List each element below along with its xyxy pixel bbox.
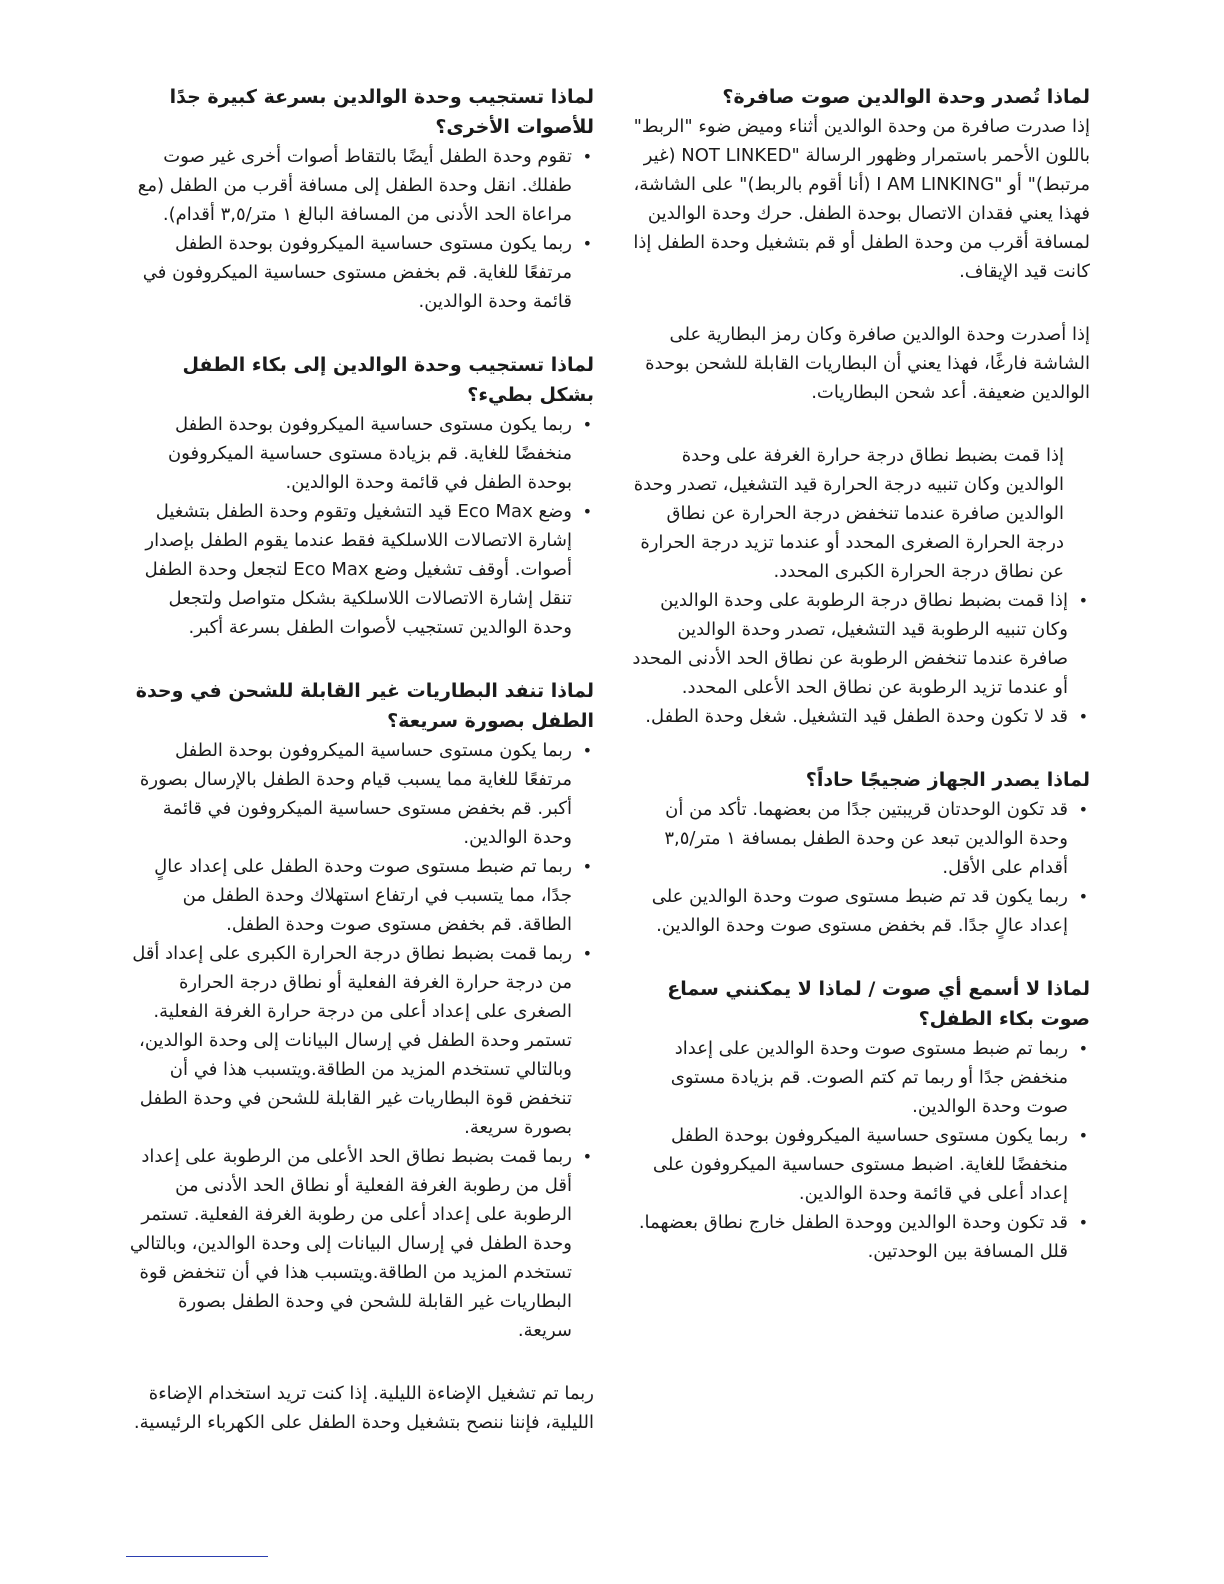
bullet-list-batteries	[126, 736, 594, 1345]
list-item: • ربما يكون مستوى حساسية الميكروفون بوحدة الطفل مرتفعًا للغاية. قم بخفض مستوى حساسية الميكروفون في قائمة وحدة الوالدين.	[126, 229, 594, 316]
bullet-list-noise	[628, 795, 1090, 940]
list-item: • قد تكون الوحدتان قريبتين جدًا من بعضهما. تأكد من أن وحدة الوالدين تبعد عن وحدة الطفل بمسافة ١ متر/٣,٥ أقدام على الأقل.	[628, 795, 1090, 882]
list-item: • قد تكون وحدة الوالدين ووحدة الطفل خارج نطاق بعضهما. قلل المسافة بين الوحدتين.	[628, 1208, 1090, 1266]
list-item: • ربما يكون مستوى حساسية الميكروفون بوحدة الطفل مرتفعًا للغاية مما يسبب قيام وحدة الطفل بالإرسال بصورة أكبر. قم بخفض مستوى حساسية الميكروفون في قائمة وحدة الوالدين.	[126, 736, 594, 852]
paragraph-night-light: ربما تم تشغيل الإضاءة الليلية. إذا كنت تريد استخدام الإضاءة الليلية، فإننا ننصح بتشغيل وحدة الطفل على الكهرباء الرئيسية.	[133, 1383, 594, 1433]
bullet-list-slow	[126, 410, 594, 642]
list-item: • ربما تم ضبط مستوى صوت وحدة الوالدين على إعداد منخفض جدًا أو ربما تم كتم الصوت. قم بزيادة مستوى صوت وحدة الوالدين.	[628, 1034, 1090, 1121]
paragraph-link-lost: إذا صدرت صافرة من وحدة الوالدين أثناء وميض ضوء "الربط" باللون الأحمر باستمرار وظهور الرسالة "NOT LINKED (غير مرتبط)" أو "I AM LINKING (أنا أقوم بالربط)" على الشاشة، فهذا يعني فقدان الاتصال بوحدة الطفل. حرك وحدة الوالدين لمسافة أقرب من وحدة الطفل أو قم بتشغيل وحدة الطفل إذا كانت قيد الإيقاف.	[633, 116, 1090, 282]
heading-parent-beeps: لماذا تُصدر وحدة الوالدين صوت صافرة؟	[722, 86, 1090, 108]
list-item: • إذا قمت بضبط نطاق درجة الرطوبة على وحدة الوالدين وكان تنبيه الرطوبة قيد التشغيل، تصدر وحدة الوالدين صافرة عندما تنخفض الرطوبة عن نطاق الحد الأدنى المحدد أو عندما تزيد الرطوبة عن نطاق الحد الأعلى المحدد.	[628, 586, 1090, 702]
heading-responds-too-fast: لماذا تستجيب وحدة الوالدين بسرعة كبيرة جدًا للأصوات الأخرى؟	[169, 86, 594, 138]
list-item: • قد لا تكون وحدة الطفل قيد التشغيل. شغل وحدة الطفل.	[628, 702, 1090, 731]
list-item: • وضع Eco Max قيد التشغيل وتقوم وحدة الطفل بتشغيل إشارة الاتصالات اللاسلكية فقط عندما يقوم الطفل بإصدار أصوات. أوقف تشغيل وضع Eco Max لتجعل وحدة الطفل تنقل إشارة الاتصالات اللاسلكية بشكل متواصل ولتجعل وحدة الوالدين تستجيب لأصوات الطفل بسرعة أكبر.	[126, 497, 594, 642]
footnote-divider	[126, 1556, 268, 1557]
list-item: • ربما يكون مستوى حساسية الميكروفون بوحدة الطفل منخفضًا للغاية. اضبط مستوى حساسية الميكروفون على إعداد أعلى في قائمة وحدة الوالدين.	[628, 1121, 1090, 1208]
list-item: • ربما قمت بضبط نطاق درجة الحرارة الكبرى على إعداد أقل من درجة حرارة الغرفة الفعلية أو نطاق درجة الحرارة الصغرى على إعداد أعلى من درجة حرارة الغرفة الفعلية. تستمر وحدة الطفل في إرسال البيانات إلى وحدة الوالدين، وبالتالي تستخدم المزيد من الطاقة.ويتسبب هذا في أن تنخفض قوة البطاريات غير القابلة للشحن في وحدة الطفل بصورة سريعة.	[126, 939, 594, 1142]
right-column	[628, 82, 1090, 1266]
bullet-list-no-sound	[628, 1034, 1090, 1266]
heading-responds-slowly: لماذا تستجيب وحدة الوالدين إلى بكاء الطفل بشكل بطيء؟	[182, 354, 594, 406]
bullet-list-beeps	[628, 586, 1090, 731]
list-item: • ربما يكون قد تم ضبط مستوى صوت وحدة الوالدين على إعداد عالٍ جدًا. قم بخفض مستوى صوت وحدة الوالدين.	[628, 882, 1090, 940]
left-column	[126, 82, 594, 1437]
paragraph-temperature-alert: إذا قمت بضبط نطاق درجة حرارة الغرفة على وحدة الوالدين وكان تنبيه درجة الحرارة قيد التشغيل، تصدر وحدة الوالدين صافرة عندما تنخفض درجة الحرارة عن نطاق درجة الحرارة الصغرى المحدد أو عندما تزيد درجة الحرارة عن نطاق درجة الحرارة الكبرى المحدد.	[633, 445, 1064, 582]
paragraph-battery-low: إذا أصدرت وحدة الوالدين صافرة وكان رمز البطارية على الشاشة فارغًا، فهذا يعني أن البطاريات القابلة للشحن بوحدة الوالدين ضعيفة. أعد شحن البطاريات.	[645, 324, 1090, 403]
heading-high-pitched-noise: لماذا يصدر الجهاز ضجيجًا حاداً؟	[805, 769, 1090, 791]
bullet-list-too-fast	[126, 142, 594, 316]
heading-no-sound: لماذا لا أسمع أي صوت / لماذا لا يمكنني سماع صوت بكاء الطفل؟	[667, 978, 1090, 1030]
heading-batteries-drain: لماذا تنفد البطاريات غير القابلة للشحن في وحدة الطفل بصورة سريعة؟	[135, 680, 594, 732]
list-item: • ربما قمت بضبط نطاق الحد الأعلى من الرطوبة على إعداد أقل من رطوبة الغرفة الفعلية أو نطاق الحد الأدنى من الرطوبة على إعداد أعلى من رطوبة الغرفة الفعلية. تستمر وحدة الطفل في إرسال البيانات إلى وحدة الوالدين، وبالتالي تستخدم المزيد من الطاقة.ويتسبب هذا في أن تنخفض قوة البطاريات غير القابلة للشحن في وحدة الطفل بصورة سريعة.	[126, 1142, 594, 1345]
list-item: • تقوم وحدة الطفل أيضًا بالتقاط أصوات أخرى غير صوت طفلك. انقل وحدة الطفل إلى مسافة أقرب من الطفل (مع مراعاة الحد الأدنى من المسافة البالغ ١ متر/٣,٥ أقدام).	[126, 142, 594, 229]
list-item: • ربما يكون مستوى حساسية الميكروفون بوحدة الطفل منخفضًا للغاية. قم بزيادة مستوى حساسية الميكروفون بوحدة الطفل في قائمة وحدة الوالدين.	[126, 410, 594, 497]
list-item: • ربما تم ضبط مستوى صوت وحدة الطفل على إعداد عالٍ جدًا، مما يتسبب في ارتفاع استهلاك وحدة الطفل من الطاقة. قم بخفض مستوى صوت وحدة الطفل.	[126, 852, 594, 939]
